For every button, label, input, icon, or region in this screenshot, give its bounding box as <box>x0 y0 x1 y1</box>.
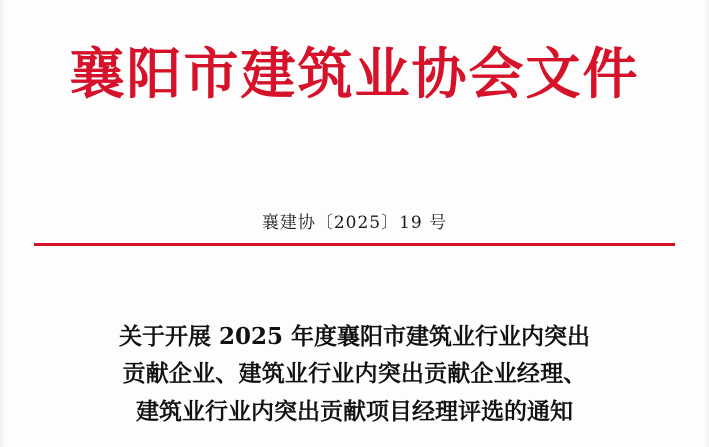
document-header-title: 襄阳市建筑业协会文件 <box>69 41 640 106</box>
notice-title-line-2: 贡献企业、建筑业行业内突出贡献企业经理、 <box>122 360 587 388</box>
notice-title <box>64 318 645 430</box>
notice-title-line-3: 建筑业行业内突出贡献项目经理评选的通知 <box>136 397 573 425</box>
document-serial-number: 襄建协〔2025〕19 号 <box>261 213 448 233</box>
notice-title-line-1: 关于开展 2025 年度襄阳市建筑业行业内突出 <box>118 323 591 350</box>
red-divider-rule <box>34 243 675 246</box>
